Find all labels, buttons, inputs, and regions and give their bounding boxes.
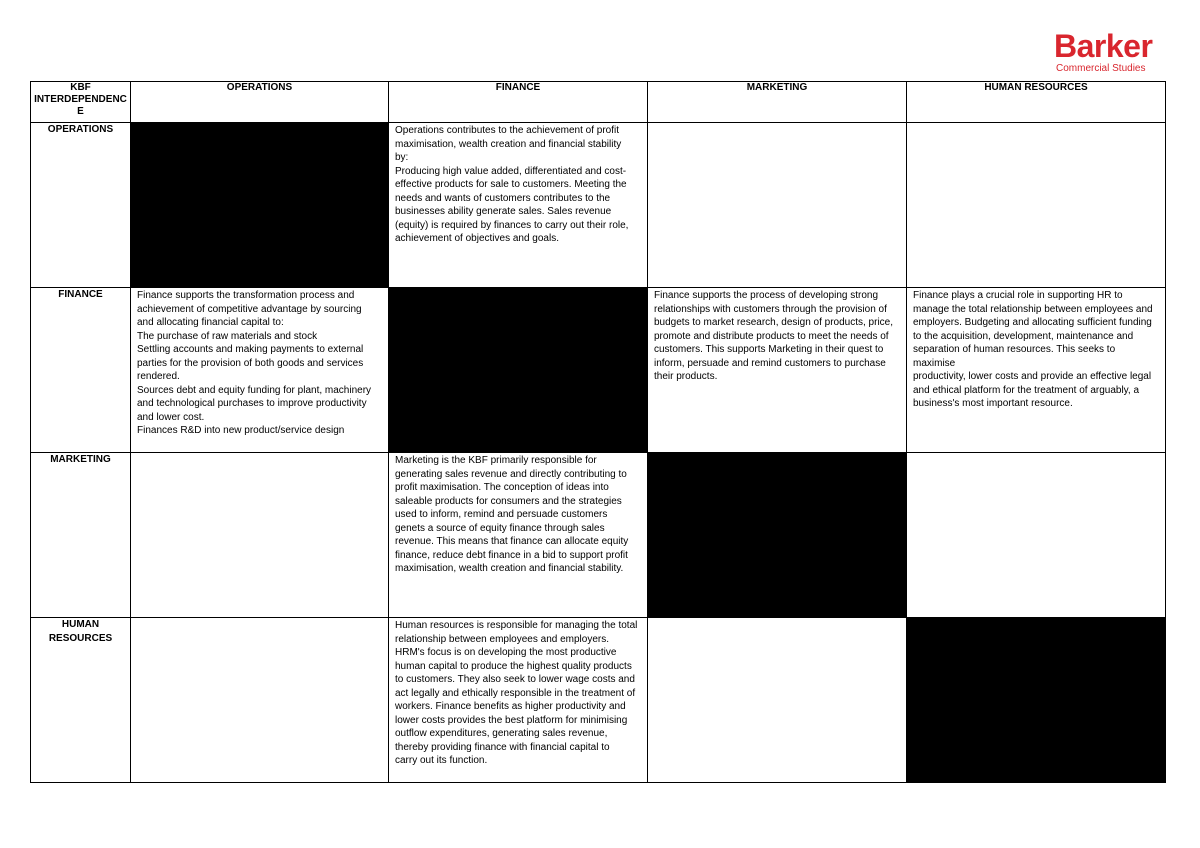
- cell-marketing-finance: [389, 453, 648, 618]
- row-header-finance: FINANCE: [31, 288, 131, 453]
- cell-human-resources-finance: [389, 618, 648, 783]
- blacked-out-cell: [907, 618, 1166, 783]
- column-header-marketing: MARKETING: [648, 82, 907, 123]
- cell-text: Finance supports the process of developing strong relationships with customers through the provision of budgets to market research, design of products, price, promote and distribute products to meet the needs of customers. This supports Marketing in their quest to inform, persuade and remind customers to purchase their products.: [654, 290, 894, 382]
- blacked-out-cell: [131, 123, 389, 288]
- cell-text: Finance supports the transformation process and achievement of competitive advantage by sourcing and allocating financial capital to: The purchase of raw materials and stock Settling accounts and making payments to external parties for the provision of both goods and services rendered. Sources debt and equity funding for plant, machinery and technological purchases to improve productivity and lower cost. Finances R&D into new product/service design: [137, 290, 372, 436]
- cell-text: Finance plays a crucial role in supporting HR to manage the total relationship between employees and employers. Budgeting and allocating sufficient funding to the acquisition, development, maintenance and separation of human resources. This seeks to maximise productivity, lower costs and provide an effective legal and ethical platform for the treatment of arguably, a business's most important resource.: [913, 290, 1153, 409]
- cell-finance-human-resources: [907, 288, 1166, 453]
- cell-operations-marketing: [648, 123, 907, 288]
- cell-text: Human resources is responsible for managing the total relationship between employees and employers. HRM's focus is on developing the most productive human capital to produce the highest quality products to customers. They also seek to lower wage costs and act legally and ethically responsible in the treatment of workers. Finance benefits as higher productivity and lower costs provides the best platform for minimising outflow expenditures, generating sales revenue, thereby providing finance with financial capital to carry out its function.: [395, 620, 638, 766]
- blacked-out-cell: [389, 288, 648, 453]
- cell-text: [648, 123, 906, 124]
- table-row-finance: [31, 288, 1166, 453]
- cell-text: Operations contributes to the achievement of profit maximisation, wealth creation and financial stability by: Producing high value added, differentiated and cost- effective products for sale to customers. Meeting the needs and wants of customers contributes to the businesses ability generate sales. Sales revenue (equity) is required by finances to carry out their role, achievement of objectives and goals.: [395, 125, 629, 244]
- cell-text: [131, 453, 388, 454]
- table-row-operations: [31, 123, 1166, 288]
- cell-operations-finance: [389, 123, 648, 288]
- row-header-marketing: MARKETING: [31, 453, 131, 618]
- cell-human-resources-operations: [131, 618, 389, 783]
- cell-text: [907, 453, 1165, 454]
- cell-human-resources-marketing: [648, 618, 907, 783]
- column-header-operations: OPERATIONS: [131, 82, 389, 123]
- cell-text: Marketing is the KBF primarily responsible for generating sales revenue and directly contributing to profit maximisation. The conception of ideas into saleable products for consumers and the strategies used to inform, remind and persuade customers genets a source of equity finance through sales revenue. This means that finance can allocate equity finance, reduce debt finance in a bid to support profit maximisation, wealth creation and financial stability.: [395, 455, 629, 574]
- table-row-human-resources: [31, 618, 1166, 783]
- barker-logo: [1054, 30, 1164, 75]
- column-header-human-resources: HUMAN RESOURCES: [907, 82, 1166, 123]
- brand-name: Barker: [1054, 28, 1153, 64]
- kbf-interdependence-table: [30, 81, 1166, 783]
- column-header-finance: FINANCE: [389, 82, 648, 123]
- cell-operations-human-resources: [907, 123, 1166, 288]
- corner-header: KBF INTERDEPENDENC E: [31, 82, 131, 123]
- table-header-row: [31, 82, 1166, 123]
- row-header-human-resources: HUMAN RESOURCES: [31, 618, 131, 783]
- blacked-out-cell: [648, 453, 907, 618]
- row-header-operations: OPERATIONS: [31, 123, 131, 288]
- cell-text: [907, 123, 1165, 124]
- cell-finance-marketing: [648, 288, 907, 453]
- cell-text: [131, 618, 388, 619]
- table-row-marketing: [31, 453, 1166, 618]
- brand-tagline: Commercial Studies: [1056, 63, 1146, 74]
- cell-marketing-operations: [131, 453, 389, 618]
- cell-finance-operations: [131, 288, 389, 453]
- cell-text: [648, 618, 906, 619]
- cell-marketing-human-resources: [907, 453, 1166, 618]
